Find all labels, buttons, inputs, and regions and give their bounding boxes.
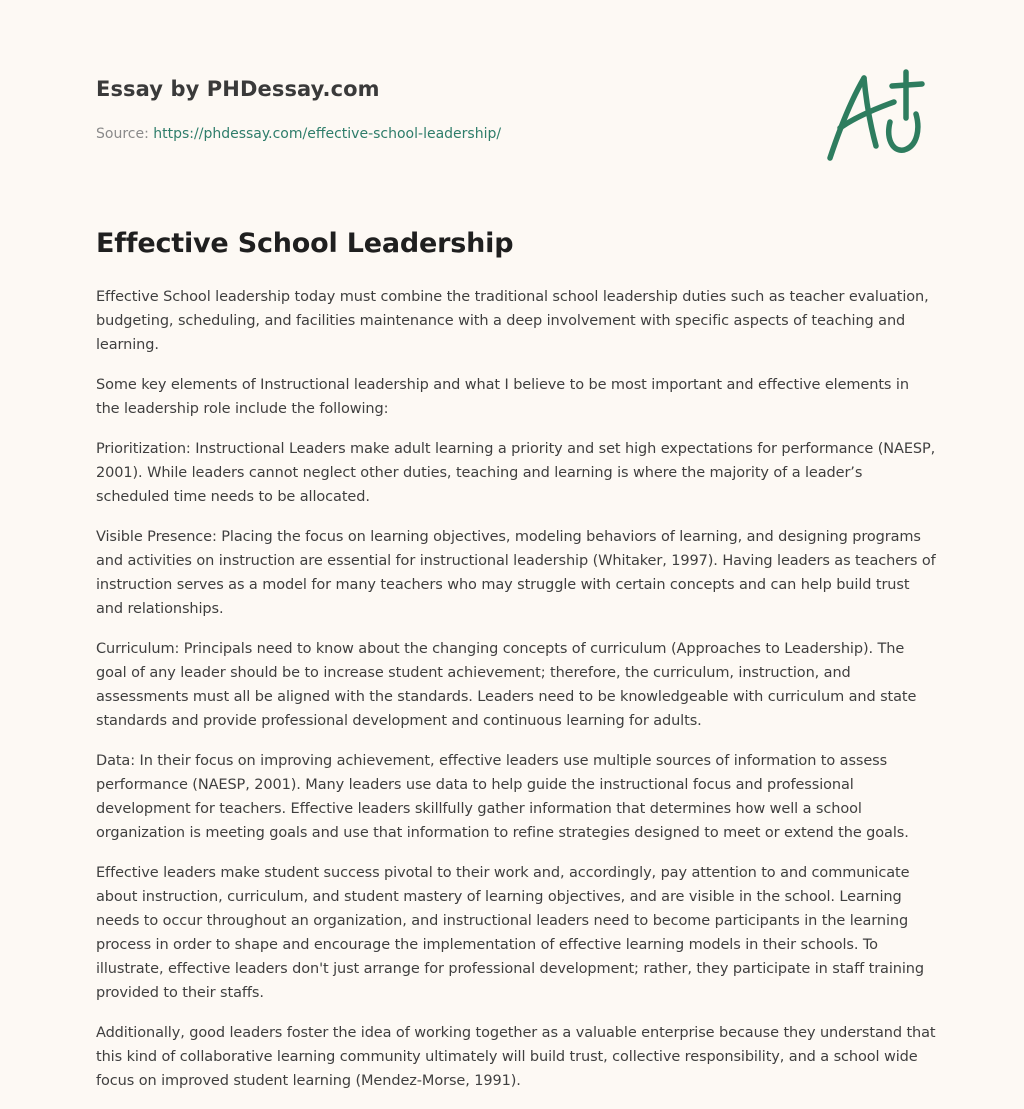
source-line: [96, 124, 796, 144]
essay-paragraph: Data: In their focus on improving achievement, effective leaders use multiple sources of information to assess performance (NAESP, 2001). Many leaders use data to help guide the instructional focus and professional development for teachers. Effective leaders skillfully gather information that determines how well a school organization is meeting goals and use that information to refine strategies designed to meet or extend the goals.: [96, 753, 909, 841]
source-label: Source:: [96, 126, 149, 142]
essay-paragraph: Effective School leadership today must combine the traditional school leadership duties such as teacher evaluation, budgeting, scheduling, and facilities maintenance with a deep involvement with specific aspects of teaching and learning.: [96, 289, 929, 353]
site-brand: Essay by PHDessay.com: [96, 77, 380, 101]
essay-paragraph: Prioritization: Instructional Leaders make adult learning a priority and set high expectations for performance (NAESP, 2001). While leaders cannot neglect other duties, teaching and learning is where the majority of a leader’s scheduled time needs to be allocated.: [96, 441, 936, 505]
essay-paragraph: Curriculum: Principals need to know about the changing concepts of curriculum (Approaches to Leadership). The goal of any leader should be to increase student achievement; therefore, the curriculum, instruction, and assessments must all be aligned with the standards. Leaders need to be knowledgeable with curriculum and state standards and provide professional development and continuous learning for adults.: [96, 641, 917, 729]
essay-paragraph: Visible Presence: Placing the focus on learning objectives, modeling behaviors of learning, and designing programs and activities on instruction are essential for instructional leadership (Whitaker, 1997). Having leaders as teachers of instruction serves as a model for many teachers who may struggle with certain concepts and can help build trust and relationships.: [96, 529, 936, 617]
essay-paragraph: Effective leaders make student success pivotal to their work and, accordingly, pay attention to and communicate about instruction, curriculum, and student mastery of learning objectives, and are visible in the school. Learning needs to occur throughout an organization, and instructional leaders need to become participants in the learning process in order to shape and encourage the implementation of effective learning models in their schools. To illustrate, effective leaders don't just arrange for professional development; rather, they participate in staff training provided to their staffs.: [96, 865, 924, 1001]
essay-paragraph: Some key elements of Instructional leadership and what I believe to be most important and effective elements in the leadership role include the following:: [96, 377, 909, 417]
essay-paragraph: Additionally, good leaders foster the idea of working together as a valuable enterprise because they understand that this kind of collaborative learning community ultimately will build trust, collective responsibility, and a school wide focus on improved student learning (Mendez-Morse, 1991).: [96, 1025, 936, 1089]
essay-title: Effective School Leadership: [96, 228, 514, 259]
essay-body: [96, 285, 936, 1109]
page-header: [96, 74, 796, 144]
source-link[interactable]: https://phdessay.com/effective-school-leadership/: [153, 126, 502, 142]
a-plus-grade-icon: [820, 66, 930, 166]
